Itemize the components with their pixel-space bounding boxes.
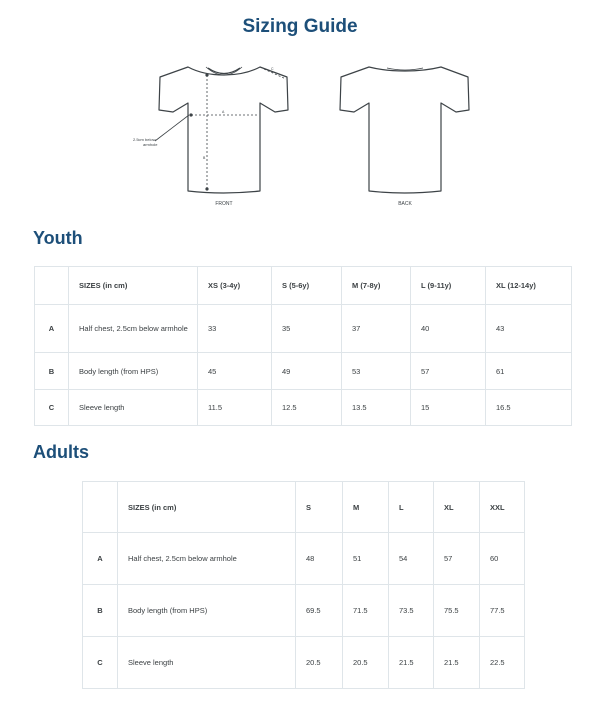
table-cell: 35	[272, 305, 342, 353]
table-cell: 33	[198, 305, 272, 353]
front-label: FRONT	[215, 201, 233, 207]
armhole-note: 2.5cm below	[133, 137, 156, 142]
row-letter: B	[83, 585, 118, 637]
row-letter: C	[83, 637, 118, 689]
column-header: XL	[434, 482, 480, 533]
table-cell: 13.5	[342, 390, 411, 426]
row-letter: A	[35, 305, 69, 353]
row-letter: A	[83, 533, 118, 585]
table-cell: 57	[434, 533, 480, 585]
table-cell: 21.5	[434, 637, 480, 689]
table-cell: 20.5	[343, 637, 389, 689]
column-header: M (7-8y)	[342, 267, 411, 305]
column-header: L	[389, 482, 434, 533]
adults-heading: Adults	[33, 442, 89, 462]
table-corner	[35, 267, 69, 305]
armhole-note-2: armhole	[143, 142, 158, 147]
table-header-row	[83, 482, 525, 533]
table-cell: 75.5	[434, 585, 480, 637]
column-header: SIZES (in cm)	[118, 482, 296, 533]
column-header: XXL	[480, 482, 525, 533]
row-letter: B	[35, 353, 69, 390]
back-label: BACK	[398, 201, 412, 207]
row-label: Half chest, 2.5cm below armhole	[118, 533, 296, 585]
table-cell: 43	[486, 305, 572, 353]
row-label: Body length (from HPS)	[69, 353, 198, 390]
column-header: SIZES (in cm)	[69, 267, 198, 305]
table-cell: 77.5	[480, 585, 525, 637]
row-letter: C	[35, 390, 69, 426]
table-header-row	[35, 267, 572, 305]
tshirt-front-icon	[159, 67, 288, 193]
table-corner	[83, 482, 118, 533]
table-row	[35, 353, 572, 390]
row-label: Sleeve length	[69, 390, 198, 426]
table-cell: 21.5	[389, 637, 434, 689]
table-cell: 53	[342, 353, 411, 390]
table-cell: 12.5	[272, 390, 342, 426]
table-cell: 11.5	[198, 390, 272, 426]
youth-size-table	[34, 266, 572, 426]
table-cell: 73.5	[389, 585, 434, 637]
row-label: Half chest, 2.5cm below armhole	[69, 305, 198, 353]
table-cell: 16.5	[486, 390, 572, 426]
column-header: M	[343, 482, 389, 533]
row-label: Sleeve length	[118, 637, 296, 689]
column-header: S	[296, 482, 343, 533]
table-row	[35, 305, 572, 353]
table-cell: 61	[486, 353, 572, 390]
table-cell: 69.5	[296, 585, 343, 637]
table-cell: 22.5	[480, 637, 525, 689]
table-cell: 57	[411, 353, 486, 390]
tshirt-back-icon	[340, 67, 469, 193]
adults-size-table	[82, 481, 525, 689]
table-cell: 20.5	[296, 637, 343, 689]
measure-b-label: B	[203, 156, 206, 160]
column-header: XL (12-14y)	[486, 267, 572, 305]
table-cell: 60	[480, 533, 525, 585]
column-header: XS (3-4y)	[198, 267, 272, 305]
tshirt-diagram	[125, 55, 485, 210]
measure-c-label: C	[271, 67, 274, 71]
table-cell: 40	[411, 305, 486, 353]
measure-a-label: A	[222, 110, 225, 114]
table-cell: 54	[389, 533, 434, 585]
youth-heading: Youth	[33, 228, 83, 248]
table-cell: 51	[343, 533, 389, 585]
table-cell: 49	[272, 353, 342, 390]
table-cell: 15	[411, 390, 486, 426]
page-title: Sizing Guide	[242, 16, 358, 37]
column-header: S (5-6y)	[272, 267, 342, 305]
column-header: L (9-11y)	[411, 267, 486, 305]
table-row	[35, 390, 572, 426]
row-label: Body length (from HPS)	[118, 585, 296, 637]
table-cell: 48	[296, 533, 343, 585]
table-row	[83, 533, 525, 585]
table-cell: 71.5	[343, 585, 389, 637]
table-cell: 45	[198, 353, 272, 390]
table-row	[83, 637, 525, 689]
table-cell: 37	[342, 305, 411, 353]
table-row	[83, 585, 525, 637]
